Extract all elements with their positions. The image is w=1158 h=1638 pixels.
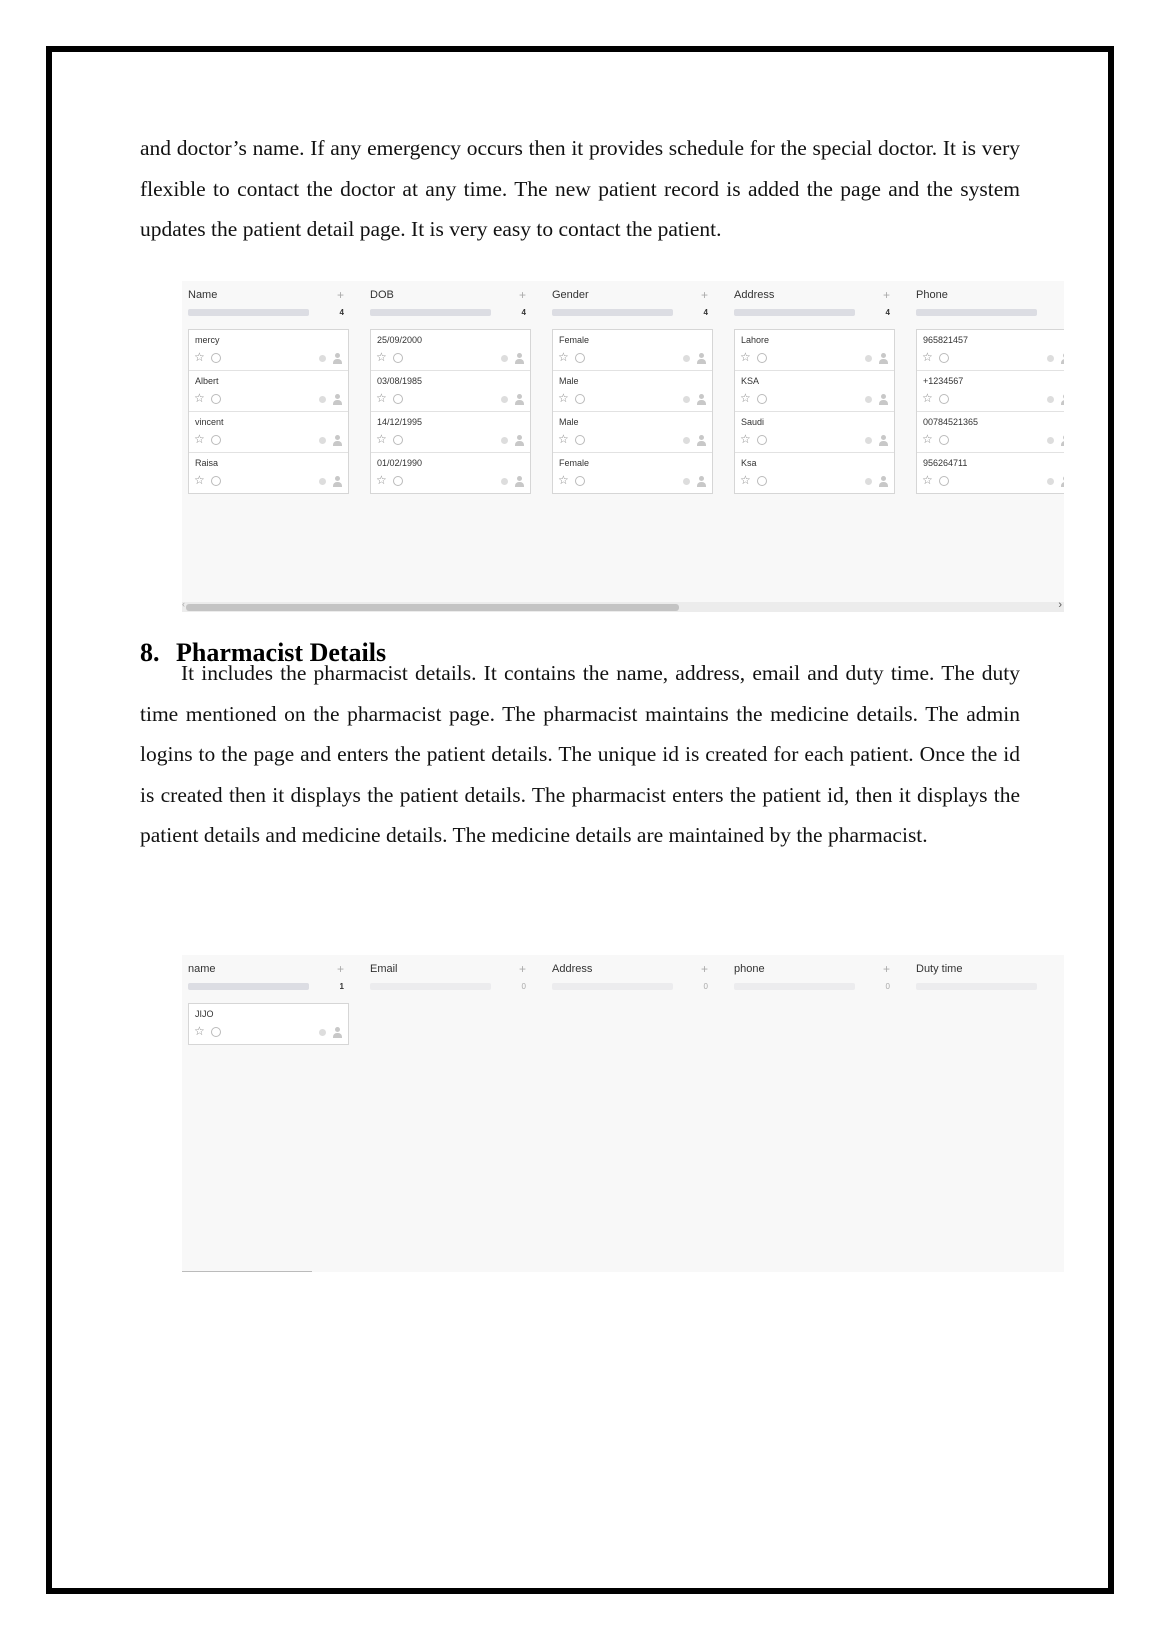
avatar-icon[interactable] bbox=[879, 394, 888, 405]
star-icon[interactable]: ☆ bbox=[194, 1024, 205, 1038]
clock-icon[interactable] bbox=[575, 353, 585, 363]
column-count: 0 bbox=[521, 982, 526, 991]
column-header bbox=[910, 955, 1064, 983]
avatar-icon[interactable] bbox=[879, 435, 888, 446]
star-icon[interactable]: ☆ bbox=[376, 350, 387, 364]
clock-icon[interactable] bbox=[939, 476, 949, 486]
status-dot-icon[interactable] bbox=[1047, 478, 1054, 485]
clock-icon[interactable] bbox=[575, 394, 585, 404]
card-title: Male bbox=[559, 417, 579, 427]
clock-icon[interactable] bbox=[211, 435, 221, 445]
card-title: Female bbox=[559, 335, 590, 345]
column-progress-bar bbox=[734, 309, 855, 316]
add-card-button[interactable]: + bbox=[700, 962, 708, 976]
column-header bbox=[728, 281, 892, 309]
card-list bbox=[916, 329, 1064, 494]
avatar-icon[interactable] bbox=[879, 353, 888, 364]
add-card-button[interactable]: + bbox=[336, 288, 344, 302]
card-title: Male bbox=[559, 376, 579, 386]
kanban-card[interactable] bbox=[917, 412, 1064, 453]
star-icon[interactable]: ☆ bbox=[922, 391, 933, 405]
kanban-card[interactable] bbox=[371, 371, 530, 412]
add-card-button[interactable]: + bbox=[518, 962, 526, 976]
star-icon[interactable]: ☆ bbox=[194, 432, 205, 446]
kanban-card[interactable] bbox=[735, 453, 894, 493]
add-card-button[interactable]: + bbox=[518, 288, 526, 302]
kanban-card[interactable] bbox=[371, 453, 530, 493]
card-title: 14/12/1995 bbox=[377, 417, 423, 427]
column-progress-bar bbox=[552, 983, 673, 990]
column-count: 4 bbox=[885, 308, 890, 317]
status-dot-icon[interactable] bbox=[319, 437, 326, 444]
column-progress-bar bbox=[188, 309, 309, 316]
star-icon[interactable]: ☆ bbox=[740, 473, 751, 487]
add-card-button[interactable]: + bbox=[336, 962, 344, 976]
kanban-column bbox=[728, 281, 892, 487]
clock-icon[interactable] bbox=[575, 476, 585, 486]
card-list bbox=[734, 329, 895, 494]
scrollbar-thumb[interactable] bbox=[186, 604, 679, 611]
column-title: Gender bbox=[552, 289, 589, 301]
add-card-button[interactable]: + bbox=[882, 288, 890, 302]
card-title: vincent bbox=[195, 417, 224, 427]
card-title: 00784521365 bbox=[923, 417, 979, 427]
kanban-card[interactable] bbox=[189, 412, 348, 453]
column-header bbox=[364, 281, 528, 309]
column-progress-bar bbox=[916, 983, 1037, 990]
avatar-icon[interactable] bbox=[333, 1027, 342, 1038]
card-list bbox=[370, 329, 531, 494]
kanban-card[interactable] bbox=[553, 330, 712, 371]
star-icon[interactable]: ☆ bbox=[740, 432, 751, 446]
column-progress-bar bbox=[552, 309, 673, 316]
column-count: 4 bbox=[703, 308, 708, 317]
card-title: 01/02/1990 bbox=[377, 458, 423, 468]
kanban-column bbox=[182, 281, 346, 487]
kanban-card[interactable] bbox=[735, 371, 894, 412]
status-dot-icon[interactable] bbox=[865, 437, 872, 444]
column-header bbox=[364, 955, 528, 983]
kanban-column bbox=[910, 281, 1064, 487]
clock-icon[interactable] bbox=[211, 353, 221, 363]
star-icon[interactable]: ☆ bbox=[922, 432, 933, 446]
board-divider bbox=[182, 1271, 312, 1272]
kanban-column bbox=[364, 955, 528, 991]
card-title: 965821457 bbox=[923, 335, 969, 345]
status-dot-icon[interactable] bbox=[319, 1029, 326, 1036]
column-count: 4 bbox=[521, 308, 526, 317]
clock-icon[interactable] bbox=[211, 394, 221, 404]
status-dot-icon[interactable] bbox=[865, 478, 872, 485]
column-header bbox=[546, 281, 710, 309]
kanban-column bbox=[364, 281, 528, 487]
column-title: Address bbox=[734, 289, 775, 301]
clock-icon[interactable] bbox=[393, 476, 403, 486]
status-dot-icon[interactable] bbox=[1047, 396, 1054, 403]
avatar-icon[interactable] bbox=[333, 435, 342, 446]
card-title: KSA bbox=[741, 376, 760, 386]
card-title: Ksa bbox=[741, 458, 757, 468]
clock-icon[interactable] bbox=[939, 353, 949, 363]
card-list bbox=[552, 329, 713, 494]
column-title: Phone bbox=[916, 289, 948, 301]
avatar-icon[interactable] bbox=[697, 435, 706, 446]
clock-icon[interactable] bbox=[393, 435, 403, 445]
intro-paragraph: and doctor’s name. If any emergency occurs then it provides schedule for the special doctor. It is very flexible to contact the doctor at any time. The new patient record is added the page and the system updates the patient detail page. It is very easy to contact the patient. bbox=[140, 136, 1020, 241]
column-header bbox=[728, 955, 892, 983]
column-count: 0 bbox=[885, 982, 890, 991]
card-title: Raisa bbox=[195, 458, 219, 468]
star-icon[interactable]: ☆ bbox=[558, 350, 569, 364]
avatar-icon[interactable] bbox=[697, 476, 706, 487]
add-card-button[interactable]: + bbox=[882, 962, 890, 976]
column-title: Name bbox=[188, 289, 218, 301]
kanban-card[interactable] bbox=[371, 412, 530, 453]
star-icon[interactable]: ☆ bbox=[558, 432, 569, 446]
clock-icon[interactable] bbox=[575, 435, 585, 445]
avatar-icon[interactable] bbox=[333, 394, 342, 405]
kanban-card[interactable] bbox=[553, 371, 712, 412]
card-title: Albert bbox=[195, 376, 219, 386]
status-dot-icon[interactable] bbox=[683, 355, 690, 362]
avatar-icon[interactable] bbox=[697, 353, 706, 364]
kanban-card[interactable] bbox=[917, 330, 1064, 371]
clock-icon[interactable] bbox=[939, 435, 949, 445]
column-title: phone bbox=[734, 963, 765, 975]
status-dot-icon[interactable] bbox=[865, 396, 872, 403]
horizontal-scrollbar[interactable] bbox=[182, 599, 1064, 612]
kanban-card[interactable] bbox=[917, 371, 1064, 412]
status-dot-icon[interactable] bbox=[1047, 355, 1054, 362]
kanban-column bbox=[728, 955, 892, 991]
status-dot-icon[interactable] bbox=[683, 396, 690, 403]
star-icon[interactable]: ☆ bbox=[376, 391, 387, 405]
avatar-icon[interactable] bbox=[515, 435, 524, 446]
column-progress-bar bbox=[734, 983, 855, 990]
add-card-button[interactable]: + bbox=[700, 288, 708, 302]
avatar-icon[interactable] bbox=[333, 476, 342, 487]
status-dot-icon[interactable] bbox=[319, 396, 326, 403]
kanban-card[interactable] bbox=[553, 453, 712, 493]
clock-icon[interactable] bbox=[757, 435, 767, 445]
kanban-card[interactable] bbox=[735, 330, 894, 371]
clock-icon[interactable] bbox=[393, 394, 403, 404]
scroll-left-arrow[interactable]: ‹ bbox=[182, 599, 185, 609]
scroll-right-arrow[interactable]: › bbox=[1058, 599, 1062, 611]
pharmacist-paragraph: It includes the pharmacist details. It contains the name, address, email and duty time. The duty time mentioned on the pharmacist page. The pharmacist maintains the medicine details. The admin logins to the page and enters the patient details. The unique id is created for each patient. Once the id is created then it displays the patient details. The pharmacist enters the patient id, then it displays the patient details and medicine details. The medicine details are maintained by the pharmacist. bbox=[140, 661, 1020, 847]
status-dot-icon[interactable] bbox=[501, 478, 508, 485]
column-header bbox=[910, 281, 1064, 309]
star-icon[interactable]: ☆ bbox=[922, 350, 933, 364]
status-dot-icon[interactable] bbox=[683, 437, 690, 444]
column-title: name bbox=[188, 963, 216, 975]
kanban-card[interactable] bbox=[189, 330, 348, 371]
column-progress-bar bbox=[370, 309, 491, 316]
column-title: DOB bbox=[370, 289, 394, 301]
column-count: 0 bbox=[703, 982, 708, 991]
avatar-icon[interactable] bbox=[1061, 353, 1064, 364]
kanban-card[interactable] bbox=[735, 412, 894, 453]
card-title: 03/08/1985 bbox=[377, 376, 423, 386]
clock-icon[interactable] bbox=[211, 476, 221, 486]
avatar-icon[interactable] bbox=[333, 353, 342, 364]
star-icon[interactable]: ☆ bbox=[194, 391, 205, 405]
avatar-icon[interactable] bbox=[515, 353, 524, 364]
status-dot-icon[interactable] bbox=[501, 437, 508, 444]
status-dot-icon[interactable] bbox=[319, 478, 326, 485]
kanban-column bbox=[546, 281, 710, 487]
card-title: JIJO bbox=[195, 1009, 214, 1019]
avatar-icon[interactable] bbox=[1061, 394, 1064, 405]
kanban-card[interactable] bbox=[189, 453, 348, 493]
clock-icon[interactable] bbox=[757, 353, 767, 363]
avatar-icon[interactable] bbox=[515, 476, 524, 487]
kanban-column bbox=[546, 955, 710, 991]
column-title: Email bbox=[370, 963, 398, 975]
star-icon[interactable]: ☆ bbox=[740, 391, 751, 405]
kanban-card[interactable] bbox=[371, 330, 530, 371]
column-progress-bar bbox=[916, 309, 1037, 316]
status-dot-icon[interactable] bbox=[683, 478, 690, 485]
star-icon[interactable]: ☆ bbox=[558, 473, 569, 487]
kanban-column bbox=[182, 955, 346, 1038]
avatar-icon[interactable] bbox=[515, 394, 524, 405]
clock-icon[interactable] bbox=[939, 394, 949, 404]
clock-icon[interactable] bbox=[757, 476, 767, 486]
kanban-card[interactable] bbox=[553, 412, 712, 453]
card-list bbox=[188, 329, 349, 494]
star-icon[interactable]: ☆ bbox=[558, 391, 569, 405]
avatar-icon[interactable] bbox=[697, 394, 706, 405]
card-title: Lahore bbox=[741, 335, 770, 345]
star-icon[interactable]: ☆ bbox=[194, 473, 205, 487]
avatar-icon[interactable] bbox=[1061, 435, 1064, 446]
clock-icon[interactable] bbox=[757, 394, 767, 404]
section-title: Pharmacist Details bbox=[176, 638, 387, 667]
status-dot-icon[interactable] bbox=[865, 355, 872, 362]
clock-icon[interactable] bbox=[211, 1027, 221, 1037]
pharmacist-kanban-board bbox=[182, 955, 1064, 1272]
section-number: 8. bbox=[140, 638, 160, 667]
card-title: Female bbox=[559, 458, 590, 468]
column-progress-bar bbox=[188, 983, 309, 990]
column-title: Duty time bbox=[916, 963, 963, 975]
kanban-card[interactable] bbox=[917, 453, 1064, 493]
avatar-icon[interactable] bbox=[1061, 476, 1064, 487]
status-dot-icon[interactable] bbox=[501, 396, 508, 403]
column-count: 1 bbox=[339, 982, 344, 991]
card-title: 25/09/2000 bbox=[377, 335, 423, 345]
status-dot-icon[interactable] bbox=[1047, 437, 1054, 444]
star-icon[interactable]: ☆ bbox=[376, 473, 387, 487]
patient-kanban-board bbox=[182, 281, 1064, 612]
kanban-column bbox=[910, 955, 1064, 983]
column-header bbox=[182, 281, 346, 309]
kanban-card[interactable] bbox=[189, 1004, 348, 1044]
card-title: 956264711 bbox=[923, 458, 968, 468]
column-count: 4 bbox=[339, 308, 344, 317]
star-icon[interactable]: ☆ bbox=[194, 350, 205, 364]
card-title: Saudi bbox=[741, 417, 765, 427]
status-dot-icon[interactable] bbox=[319, 355, 326, 362]
card-title: mercy bbox=[195, 335, 220, 345]
kanban-card[interactable] bbox=[189, 371, 348, 412]
column-title: Address bbox=[552, 963, 593, 975]
card-title: +1234567 bbox=[923, 376, 964, 386]
column-header bbox=[546, 955, 710, 983]
clock-icon[interactable] bbox=[393, 353, 403, 363]
star-icon[interactable]: ☆ bbox=[922, 473, 933, 487]
column-header bbox=[182, 955, 346, 983]
star-icon[interactable]: ☆ bbox=[376, 432, 387, 446]
avatar-icon[interactable] bbox=[879, 476, 888, 487]
status-dot-icon[interactable] bbox=[501, 355, 508, 362]
column-progress-bar bbox=[370, 983, 491, 990]
star-icon[interactable]: ☆ bbox=[740, 350, 751, 364]
card-list bbox=[188, 1003, 349, 1045]
